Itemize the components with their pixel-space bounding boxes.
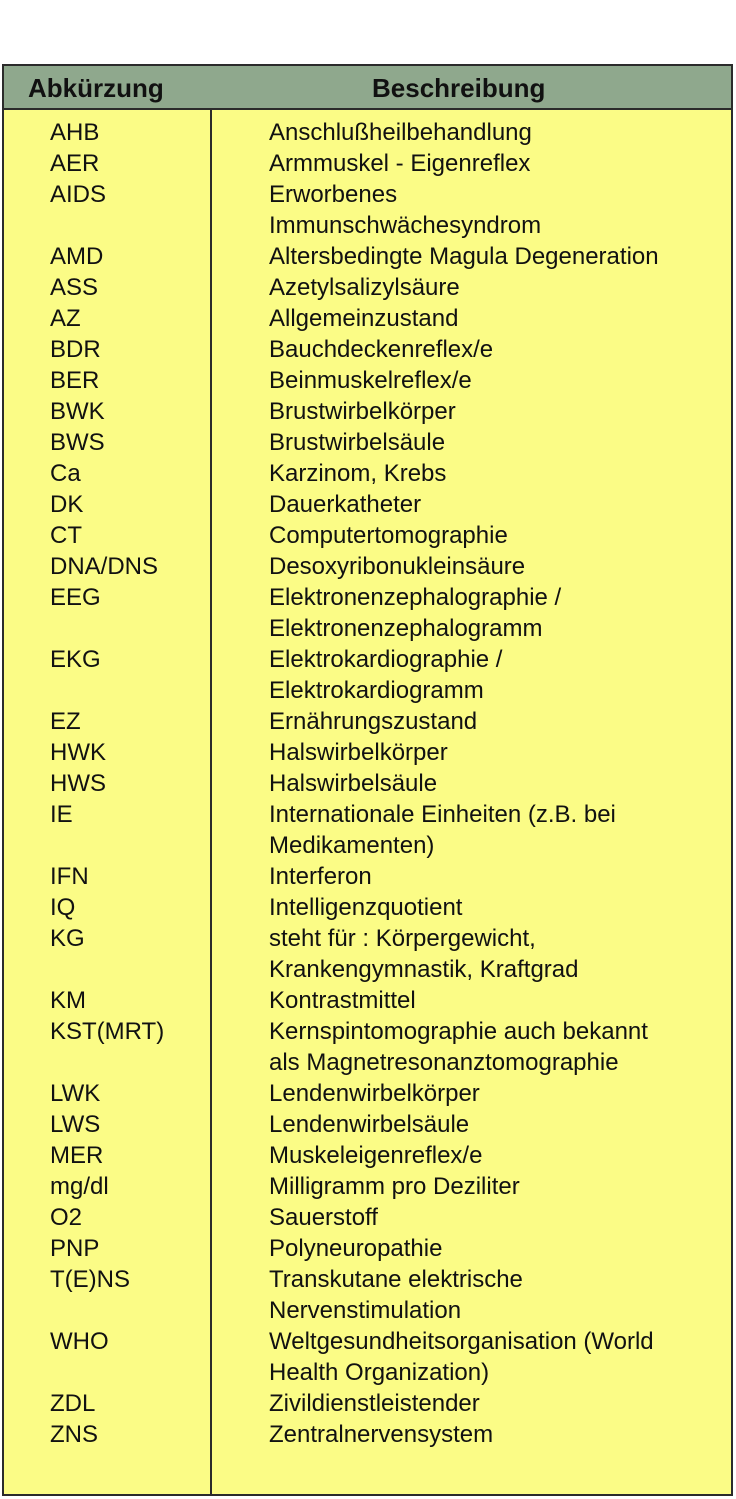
abbreviation-cell: HWS bbox=[50, 770, 106, 797]
table-row bbox=[4, 799, 731, 861]
header-description: Beschreibung bbox=[372, 73, 546, 103]
table-row bbox=[4, 148, 731, 179]
table-row bbox=[4, 706, 731, 737]
table-row bbox=[4, 582, 731, 644]
description-cell: Zivildienstleistender bbox=[269, 1390, 480, 1417]
abbreviation-cell: BER bbox=[50, 367, 100, 394]
table-row bbox=[4, 644, 731, 706]
description-cell: Polyneuropathie bbox=[269, 1235, 443, 1262]
table-row bbox=[4, 1388, 731, 1419]
abbreviation-cell: mg/dl bbox=[50, 1173, 109, 1200]
abbreviation-cell: CT bbox=[50, 522, 82, 549]
table-row bbox=[4, 1140, 731, 1171]
table-row bbox=[4, 179, 731, 241]
table-row bbox=[4, 861, 731, 892]
description-cell: steht für : Körpergewicht, Krankengymnastik, Kraftgrad bbox=[269, 925, 579, 983]
abbreviation-cell: LWK bbox=[50, 1080, 101, 1107]
table-row bbox=[4, 1233, 731, 1264]
table-row bbox=[4, 458, 731, 489]
abbreviation-cell: AIDS bbox=[50, 181, 107, 208]
table-row bbox=[4, 985, 731, 1016]
table-row bbox=[4, 396, 731, 427]
description-cell: Weltgesundheitsorganisation (World Health Organization) bbox=[269, 1328, 654, 1386]
abbreviation-cell: IQ bbox=[50, 894, 76, 921]
description-cell: Anschlußheilbehandlung bbox=[269, 119, 532, 146]
description-cell: Allgemeinzustand bbox=[269, 305, 459, 332]
description-cell: Halswirbelsäule bbox=[269, 770, 438, 797]
abbreviation-cell: ASS bbox=[50, 274, 99, 301]
table-row bbox=[4, 334, 731, 365]
description-cell: Brustwirbelkörper bbox=[269, 398, 456, 425]
description-cell: Brustwirbelsäule bbox=[269, 429, 446, 456]
description-cell: Zentralnervensystem bbox=[269, 1421, 494, 1448]
abbreviation-cell: WHO bbox=[50, 1328, 109, 1355]
description-cell: Transkutane elektrische Nervenstimulation bbox=[269, 1266, 523, 1324]
table-row bbox=[4, 1078, 731, 1109]
table-row bbox=[4, 520, 731, 551]
description-cell: Altersbedingte Magula Degeneration bbox=[269, 243, 659, 270]
abbreviation-cell: KST(MRT) bbox=[50, 1018, 165, 1045]
abbreviation-cell: AMD bbox=[50, 243, 104, 270]
description-cell: Ernährungszustand bbox=[269, 708, 478, 735]
abbreviation-cell: MER bbox=[50, 1142, 104, 1169]
description-cell: Sauerstoff bbox=[269, 1204, 378, 1231]
table-row bbox=[4, 1264, 731, 1326]
description-cell: Computertomographie bbox=[269, 522, 508, 549]
description-cell: Lendenwirbelkörper bbox=[269, 1080, 480, 1107]
table-body bbox=[4, 117, 731, 1450]
abbreviation-cell: EZ bbox=[50, 708, 81, 735]
table-row bbox=[4, 427, 731, 458]
description-cell: Dauerkatheter bbox=[269, 491, 422, 518]
abbreviation-cell: BDR bbox=[50, 336, 101, 363]
abbreviation-cell: ZNS bbox=[50, 1421, 98, 1448]
description-cell: Halswirbelkörper bbox=[269, 739, 448, 766]
abbreviation-cell: HWK bbox=[50, 739, 106, 766]
description-cell: Milligramm pro Deziliter bbox=[269, 1173, 520, 1200]
abbreviation-cell: O2 bbox=[50, 1204, 83, 1231]
description-cell: Erworbenes Immunschwächesyndrom bbox=[269, 181, 542, 239]
description-cell: Bauchdeckenreflex/e bbox=[269, 336, 494, 363]
description-cell: Internationale Einheiten (z.B. bei Medikamenten) bbox=[269, 801, 616, 859]
header-abbreviation: Abkürzung bbox=[28, 73, 164, 103]
table-row bbox=[4, 923, 731, 985]
table-row bbox=[4, 1171, 731, 1202]
abbreviation-cell: BWK bbox=[50, 398, 105, 425]
table-row bbox=[4, 551, 731, 582]
abbreviation-cell: KG bbox=[50, 925, 85, 952]
table-row bbox=[4, 892, 731, 923]
abbreviation-cell: T(E)NS bbox=[50, 1266, 130, 1293]
table-row bbox=[4, 117, 731, 148]
table-row bbox=[4, 489, 731, 520]
abbreviation-cell: AER bbox=[50, 150, 100, 177]
abbreviation-cell: LWS bbox=[50, 1111, 101, 1138]
table-row bbox=[4, 1109, 731, 1140]
description-cell: Kontrastmittel bbox=[269, 987, 416, 1014]
abbreviation-cell: DNA/DNS bbox=[50, 553, 159, 580]
description-cell: Desoxyribonukleinsäure bbox=[269, 553, 526, 580]
table-row bbox=[4, 1016, 731, 1078]
abbreviation-cell: IE bbox=[50, 801, 73, 828]
abbreviation-cell: Ca bbox=[50, 460, 81, 487]
description-cell: Beinmuskelreflex/e bbox=[269, 367, 472, 394]
table-row bbox=[4, 1419, 731, 1450]
abbreviation-cell: AHB bbox=[50, 119, 100, 146]
description-cell: Armmuskel - Eigenreflex bbox=[269, 150, 531, 177]
description-cell: Elektronenzephalographie / Elektronenzephalogramm bbox=[269, 584, 562, 642]
table-row bbox=[4, 365, 731, 396]
table-row bbox=[4, 1202, 731, 1233]
description-cell: Intelligenzquotient bbox=[269, 894, 463, 921]
description-cell: Kernspintomographie auch bekannt als Magnetresonanztomographie bbox=[269, 1018, 648, 1076]
table-row bbox=[4, 768, 731, 799]
table-row bbox=[4, 241, 731, 272]
description-cell: Azetylsalizylsäure bbox=[269, 274, 460, 301]
table-row bbox=[4, 303, 731, 334]
abbreviation-cell: EKG bbox=[50, 646, 101, 673]
abbreviation-table bbox=[2, 64, 733, 1496]
table-header bbox=[4, 66, 731, 110]
abbreviation-cell: PNP bbox=[50, 1235, 100, 1262]
abbreviation-cell: KM bbox=[50, 987, 86, 1014]
abbreviation-cell: ZDL bbox=[50, 1390, 96, 1417]
table-row bbox=[4, 737, 731, 768]
abbreviation-cell: IFN bbox=[50, 863, 89, 890]
description-cell: Lendenwirbelsäule bbox=[269, 1111, 470, 1138]
abbreviation-cell: AZ bbox=[50, 305, 81, 332]
abbreviation-cell: BWS bbox=[50, 429, 105, 456]
description-cell: Elektrokardiographie / Elektrokardiogramm bbox=[269, 646, 503, 704]
description-cell: Interferon bbox=[269, 863, 372, 890]
abbreviation-cell: DK bbox=[50, 491, 84, 518]
table-row bbox=[4, 1326, 731, 1388]
description-cell: Muskeleigenreflex/e bbox=[269, 1142, 483, 1169]
abbreviation-cell: EEG bbox=[50, 584, 101, 611]
description-cell: Karzinom, Krebs bbox=[269, 460, 447, 487]
table-row bbox=[4, 272, 731, 303]
